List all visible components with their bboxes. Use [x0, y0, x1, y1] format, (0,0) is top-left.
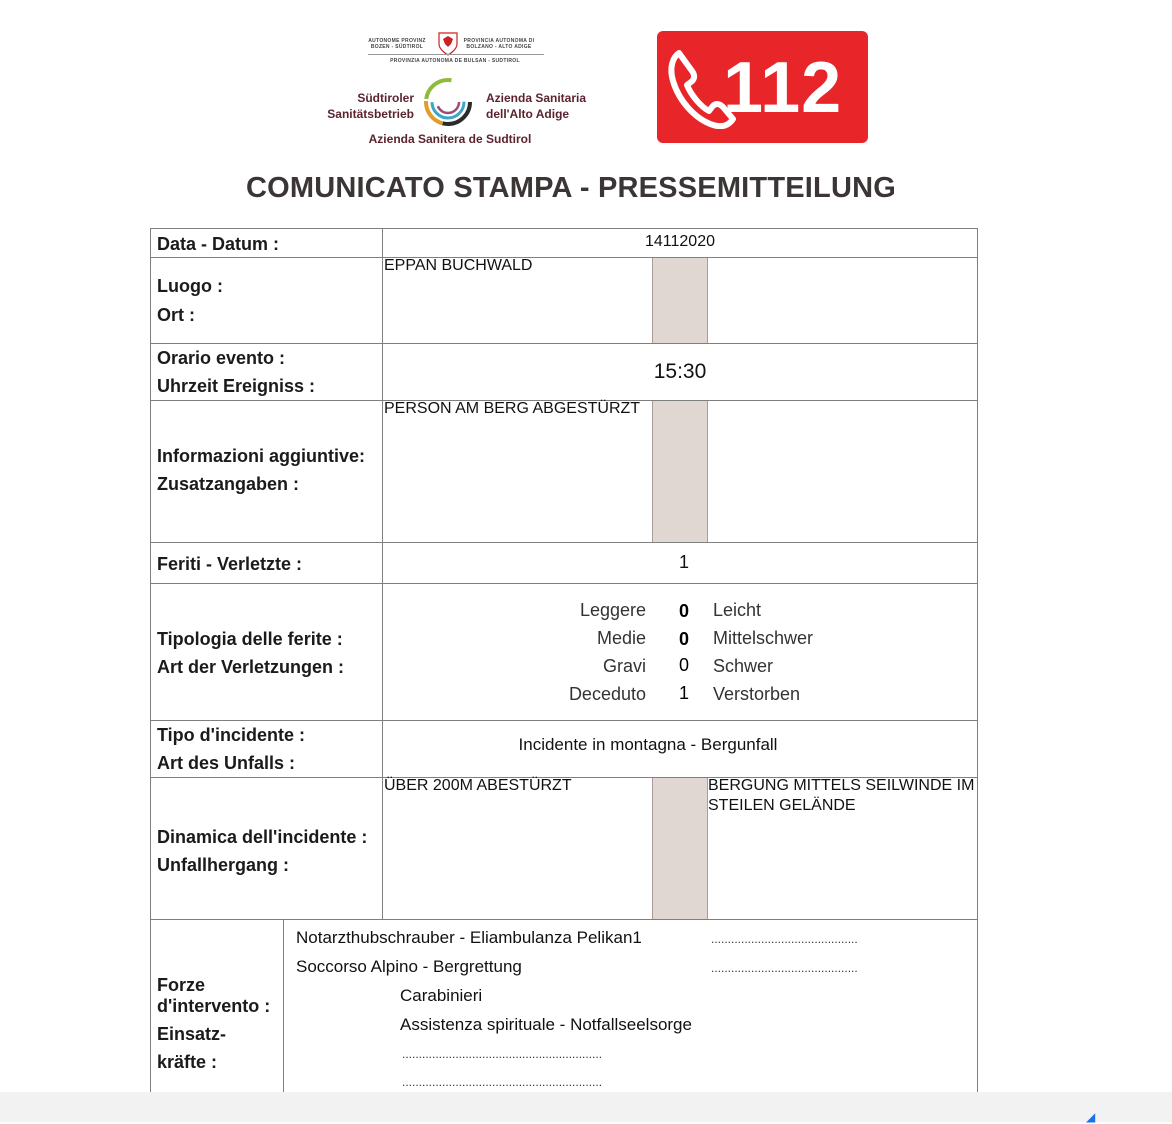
health-service-name-german — [318, 90, 414, 122]
accident-type-value: Incidente in montagna - Bergunfall — [518, 735, 778, 754]
dynamics-value-german-line2: STEILEN GELÄNDE — [708, 797, 856, 814]
injury-deceased-count: 1 — [678, 683, 689, 703]
injured-label: Feriti - Verletzte : — [157, 554, 303, 574]
dynamics-value-german-line1: BERGUNG MITTELS SEILWINDE IM — [708, 777, 975, 794]
injury-types-label-italian: Tipologia delle ferite : — [157, 629, 343, 649]
health-service-german-line1: Südtiroler — [357, 91, 414, 105]
forces-label-line2: d'intervento : — [157, 996, 271, 1016]
health-service-italian-line2: dell'Alto Adige — [486, 107, 570, 121]
additional-label-german: Zusatzangaben : — [157, 474, 300, 494]
forces-item-helicopter: Notarzthubschrauber - Eliambulanza Pelikan1 — [296, 928, 642, 947]
injury-medium-german: Mittelschwer — [713, 628, 814, 648]
province-name-italian: PROVINCIA AUTONOMA DI BOLZANO - ALTO ADIGE — [463, 38, 535, 50]
forces-label-line1: Forze — [157, 975, 206, 995]
place-label-italian: Luogo : — [157, 276, 223, 296]
emergency-number: 112 — [723, 48, 843, 128]
form-left-border — [150, 228, 151, 1092]
additional-label-italian: Informazioni aggiuntive: — [157, 446, 366, 466]
forces-label-line3: Einsatz- — [157, 1024, 227, 1044]
time-label-german: Uhrzeit Ereigniss : — [157, 376, 316, 396]
place-value: EPPAN BUCHWALD — [384, 257, 533, 274]
health-service-name-italian — [486, 90, 606, 122]
injury-severe-count: 0 — [678, 655, 689, 675]
forces-blank-line-2: ............................................................ — [402, 1075, 603, 1089]
row-line — [150, 542, 978, 543]
injury-light-german: Leicht — [713, 600, 762, 620]
injury-light-italian: Leggere — [579, 600, 646, 620]
row-line — [150, 228, 978, 229]
dynamics-label-italian: Dinamica dell'incidente : — [157, 827, 368, 847]
forces-label-line4: kräfte : — [157, 1052, 218, 1072]
province-shield-icon — [438, 32, 458, 56]
health-service-name-ladin: Azienda Sanitera de Sudtirol — [368, 132, 532, 146]
form-label-divider — [382, 228, 383, 919]
health-service-german-line2: Sanitätsbetrieb — [327, 107, 414, 121]
injury-deceased-italian: Deceduto — [568, 684, 646, 704]
province-divider — [368, 54, 544, 55]
dynamics-value-italian: ÜBER 200M ABESTÜRZT — [384, 777, 572, 794]
health-service-ring-icon — [422, 76, 474, 128]
row-line — [150, 919, 978, 920]
forces-blank-line-1: ............................................................ — [402, 1047, 603, 1061]
health-service-logo — [318, 72, 598, 152]
row-line — [150, 343, 978, 344]
form-right-border — [977, 228, 978, 1092]
additional-value: PERSON AM BERG ABGESTÜRZT — [384, 400, 641, 417]
dynamics-label-german: Unfallhergang : — [157, 855, 290, 875]
forces-item-helicopter-dots: ............................................ — [711, 932, 858, 946]
province-name-german: AUTONOME PROVINZ BOZEN - SÜDTIROL — [368, 38, 426, 50]
date-label: Data - Datum : — [157, 234, 280, 254]
injury-deceased-german: Verstorben — [713, 684, 801, 704]
place-label-german: Ort : — [157, 305, 195, 325]
additional-shaded-column — [652, 401, 708, 542]
injury-severe-italian: Gravi — [602, 656, 646, 676]
row-line — [150, 257, 978, 258]
row-line — [150, 720, 978, 721]
forces-item-spiritual-care: Assistenza spirituale - Notfallseelsorge — [400, 1015, 692, 1034]
injury-light-count: 0 — [678, 601, 689, 621]
injury-medium-italian: Medie — [596, 628, 646, 648]
province-name-ladin: PROVINZIA AUTONOMA DE BULSAN - SUDTIROL — [390, 58, 520, 64]
injury-medium-count: 0 — [678, 629, 689, 649]
date-value: 14112020 — [645, 233, 715, 250]
forces-label-divider — [283, 919, 284, 1092]
forces-item-mountain-rescue-dots: ............................................ — [711, 961, 858, 975]
forces-item-carabinieri: Carabinieri — [400, 986, 483, 1005]
injury-types-label-german: Art der Verletzungen : — [157, 657, 345, 677]
place-shaded-column — [652, 258, 708, 343]
province-logo — [360, 30, 550, 70]
viewer-bottom-bar — [0, 1092, 1172, 1122]
dynamics-shaded-column — [652, 778, 708, 919]
time-label-italian: Orario evento : — [157, 348, 286, 368]
press-release-form — [150, 228, 979, 1092]
time-value: 15:30 — [653, 360, 707, 383]
health-service-italian-line1: Azienda Sanitaria — [486, 91, 587, 105]
forces-item-mountain-rescue: Soccorso Alpino - Bergrettung — [296, 957, 522, 976]
emergency-112-logo — [657, 31, 868, 143]
accident-type-label-german: Art des Unfalls : — [157, 753, 296, 773]
accident-type-label-italian: Tipo d'incidente : — [157, 725, 305, 745]
page-title: COMUNICATO STAMPA - PRESSEMITTEILUNG — [245, 172, 897, 204]
scroll-indicator-icon[interactable]: ◢ — [1086, 1110, 1096, 1124]
injury-severe-german: Schwer — [713, 656, 774, 676]
injured-value: 1 — [678, 552, 689, 572]
row-line — [150, 583, 978, 584]
